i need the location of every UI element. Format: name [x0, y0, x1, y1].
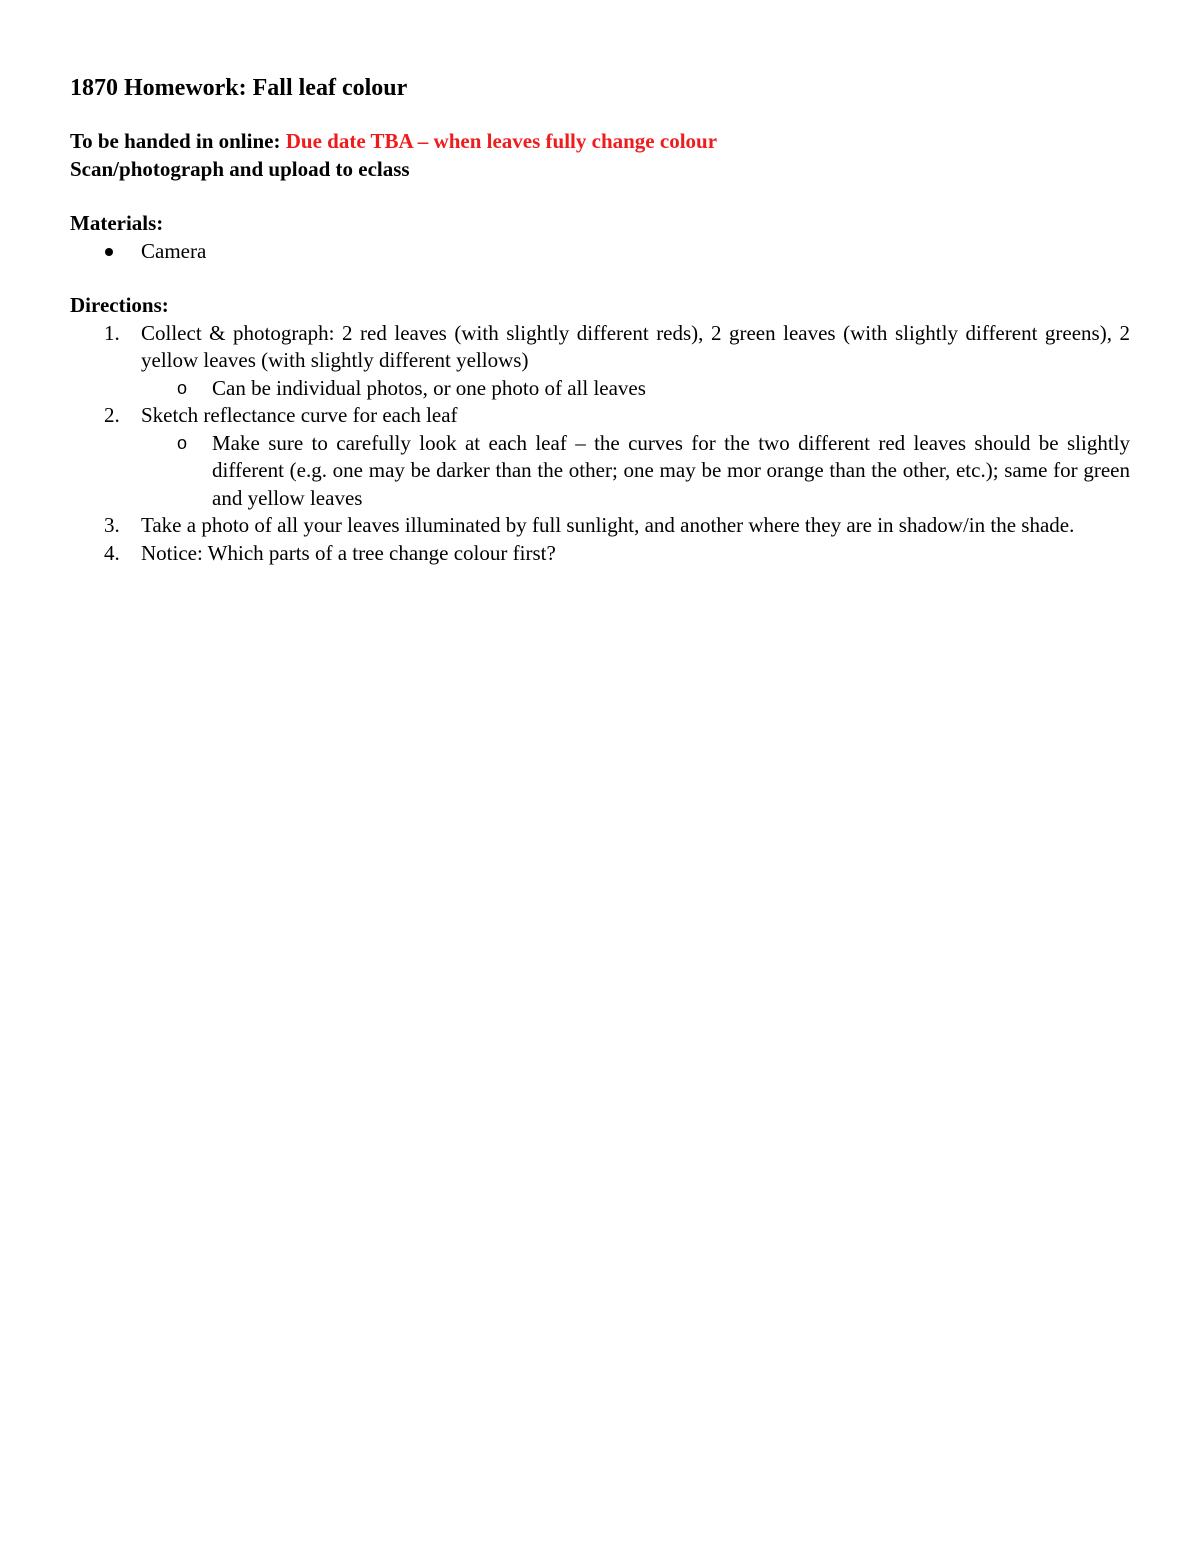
step-text: Sketch reflectance curve for each leaf [141, 403, 458, 427]
step-number: 2. [104, 403, 120, 427]
circle-bullet-icon: o [177, 432, 188, 453]
list-item [70, 320, 1130, 403]
list-item [70, 512, 1130, 540]
page-title: 1870 Homework: Fall leaf colour [70, 75, 408, 101]
directions-list [70, 320, 1130, 568]
step-number: 4. [104, 540, 120, 565]
sub-list-item [70, 430, 1130, 513]
submission-line [70, 128, 1130, 156]
sub-list [141, 375, 1130, 403]
step-text: Collect & photograph: 2 red leaves (with slightly different reds), 2 green leaves (with slightly different greens), 2 yellow leaves (with slightly different yellows) [141, 320, 1130, 372]
sub-step-text: Make sure to carefully look at each leaf – the curves for the two different red leaves should be slightly different (e.g. one may be darker than the other; one may be mor orange than the other, etc.); same for green and yellow leaves [212, 430, 1130, 510]
sub-list-item [70, 375, 1130, 403]
list-item [70, 238, 1130, 266]
step-number: 3. [104, 513, 120, 537]
document-page [70, 72, 1130, 567]
due-date-text: Due date TBA – when leaves fully change colour [285, 129, 718, 153]
material-item: Camera [141, 238, 207, 263]
bullet-icon [105, 248, 113, 256]
sub-step-text: Can be individual photos, or one photo of all leaves [212, 375, 646, 400]
list-item [70, 540, 1130, 568]
submission-label: To be handed in online: [70, 129, 281, 153]
upload-instructions: Scan/photograph and upload to eclass [70, 156, 410, 181]
step-text: Notice: Which parts of a tree change colour first? [141, 540, 556, 565]
materials-list [70, 238, 1130, 266]
sub-list [141, 430, 1130, 513]
directions-heading: Directions: [70, 293, 169, 317]
materials-heading: Materials: [70, 211, 164, 235]
step-number: 1. [104, 320, 120, 345]
circle-bullet-icon: o [177, 377, 188, 398]
step-text: Take a photo of all your leaves illuminated by full sunlight, and another where they are in shadow/in the shade. [141, 513, 1075, 537]
list-item [70, 402, 1130, 512]
